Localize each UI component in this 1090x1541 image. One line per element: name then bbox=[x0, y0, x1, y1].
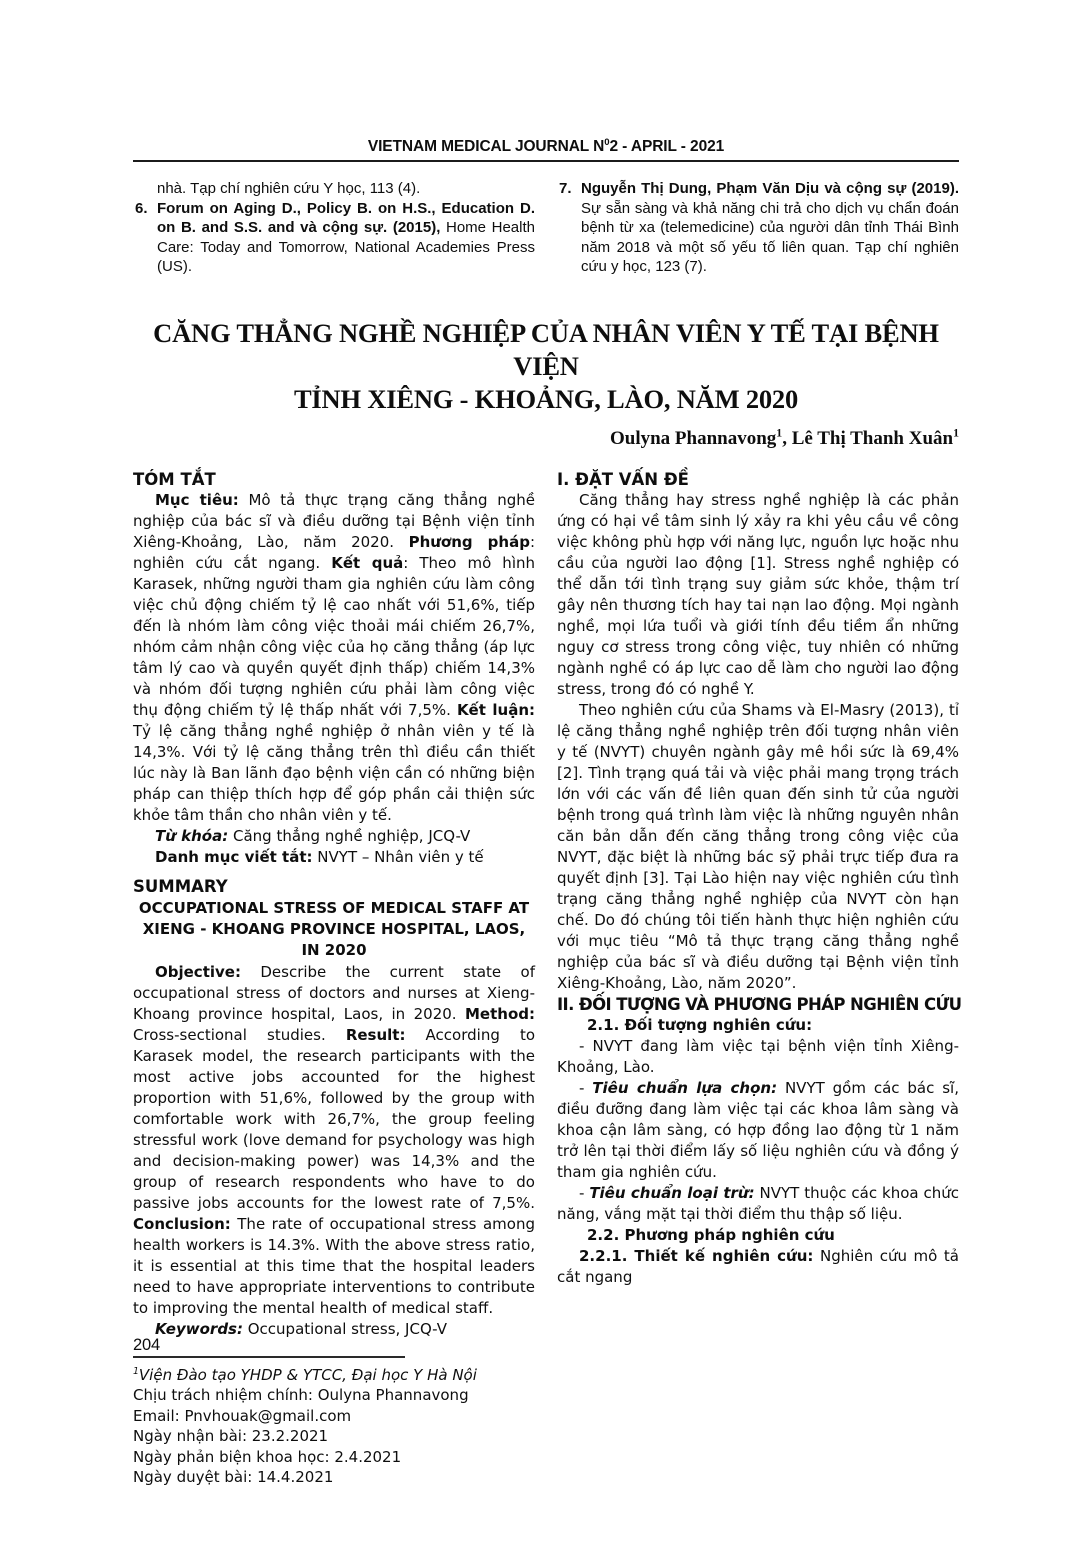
reference-text: nhà. Tạp chí nghiên cứu Y học, 113 (4). bbox=[157, 180, 421, 197]
footnote-rule bbox=[133, 1356, 405, 1358]
article-title-line2: TỈNH XIÊNG - KHOẢNG, LÀO, NĂM 2020 bbox=[293, 383, 799, 414]
page-number: 204 bbox=[133, 1336, 160, 1354]
reference-item-7 bbox=[557, 179, 959, 277]
article-title bbox=[133, 317, 959, 416]
summary-subtitle: OCCUPATIONAL STRESS OF MEDICAL STAFF AT XIENG - KHOANG PROVINCE HOSPITAL, LAOS, IN 2020 bbox=[138, 898, 530, 959]
reference-text: Forum on Aging D., Policy B. on H.S., Education D. on B. and S.S. and và cộng sự. (2015), Home Health Care: Today and Tomorrow, National Academies Press (US). bbox=[157, 199, 535, 275]
column-left bbox=[133, 469, 535, 1488]
methods-paragraph-3: - Tiêu chuẩn loại trừ: NVYT thuộc các khoa chức năng, vắng mặt tại thời điểm thu thập số liệu. bbox=[557, 1183, 959, 1223]
methods-subheading-22: 2.2. Phương pháp nghiên cứu bbox=[587, 1225, 835, 1244]
footnote-affiliation: $^1$Viện Đào tạo YHDP & YTCC, Đại học Y Hà Nội bbox=[133, 1365, 477, 1384]
footnote-block bbox=[133, 1356, 535, 1488]
intro-paragraph-1: Căng thẳng hay stress nghề nghiệp là các phản ứng có hại về tâm sinh lý xảy ra khi yêu cầu về công việc không phù hợp với năng lực, nguồn lực hoặc nhu cầu của người lao động [1]. Stress nghề nghiệp có thể dẫn tới tình trạng suy giảm sức khỏe, thậm trí gây nên thương tích hay tai nạn lao động. Mọi ngành nghề, mọi lứa tuổi và giới tính đều tiềm ẩn những nguy cơ stress trong công việc, tuy nhiên có những ngành nghề có áp lực cao dễ làm cho người lao động stress, trong đó có nghề Y. bbox=[557, 490, 959, 698]
references-section bbox=[133, 179, 959, 277]
summary-paragraph: Objective: Describe the current state of occupational stress of doctors and nurses at Xieng-Khoang province hospital, Laos, in 2020. Method: Cross-sectional studies. Result: According to Karasek model, the research participants with the most active jobs accounted for the highest proportion with 51,6%, followed by the group with comfortable work with 26,7%, the group feeling stressful work (love demand for psychology was high and decision-making power) was 14,3% and the group of research respondents who have to do passive jobs accounts for the lowest rate of 7,5%. Conclusion: The rate of occupational stress among health workers is 14.3%. With the above stress ratio, it is essential at this time that the hospital leaders need to have appropriate interventions to contribute to improving the mental health of medical staff. bbox=[133, 962, 536, 1317]
methods-paragraph-1: - NVYT đang làm việc tại bệnh viện tỉnh Xiêng-Khoảng, Lào. bbox=[557, 1036, 959, 1076]
reference-number: 6. bbox=[135, 199, 148, 217]
summary-heading: SUMMARY bbox=[133, 876, 228, 896]
article-authors: Oulyna Phannavong$^1$, Lê Thị Thanh Xuân$^1$ bbox=[609, 426, 959, 449]
footnote-review-date: Ngày phản biện khoa học: 2.4.2021 bbox=[133, 1447, 402, 1466]
reference-continuation bbox=[133, 179, 535, 199]
methods-paragraph-2: - Tiêu chuẩn lựa chọn: NVYT gồm các bác sĩ, điều đưỡng đang làm việc tại các khoa lâm sàng và khoa cận lâm sàng, có hợp đồng lao động từ 1 năm trở lên tại thời điểm lấy số liệu nghiên cứu và đồng ý tham gia nghiên cứu. bbox=[557, 1078, 959, 1181]
journal-running-head: VIETNAM MEDICAL JOURNAL $N^02$ - APRIL - 2021 bbox=[367, 136, 725, 155]
intro-paragraph-2: Theo nghiên cứu của Shams và El-Masry (2013), tỉ lệ căng thẳng nghề nghiệp trên đối tượng nhân viên y tế (NVYT) chuyên ngành gây mê hồi sức là 69,4% [2]. Tình trạng quá tải và việc phải mang trọng trách lớn với các vấn đề liên quan đến sinh tử của người bệnh trong quá trình làm việc là những nguyên nhân căn bản dẫn đến căng thẳng trong công việc của NVYT, đặc biệt là những bác sỹ phải trực tiếp đưa ra quyết định [3]. Tại Lào hiện nay việc nghiên cứu tình trạng căng thẳng nghề nghiệp của NVYT còn hạn chế. Do đó chúng tôi tiến hành thực hiện nghiên cứu với mục tiêu “Mô tả thực trạng căng thẳng nghề nghiệp của bác sĩ và điều dưỡng tại Bệnh viện tỉnh Xiêng-Khoảng, Lào, năm 2020”. bbox=[557, 700, 959, 992]
methods-subheading-21: 2.1. Đối tượng nghiên cứu: bbox=[587, 1015, 813, 1034]
footnote-accepted-date: Ngày duyệt bài: 14.4.2021 bbox=[133, 1468, 334, 1486]
reference-item-6 bbox=[133, 199, 535, 277]
footnote-responsible: Chịu trách nhiệm chính: Oulyna Phannavong bbox=[133, 1386, 469, 1404]
article-title-line1: CĂNG THẲNG NGHỀ NGHIỆP CỦA NHÂN VIÊN Y TẾ TẠI BỆNH VIỆN bbox=[153, 317, 939, 381]
footnote-received-date: Ngày nhận bài: 23.2.2021 bbox=[133, 1427, 329, 1445]
summary-keywords: Keywords: Occupational stress, JCQ-V bbox=[155, 1319, 447, 1338]
abstract-abbreviations: Danh mục viết tắt: NVYT – Nhân viên y tế bbox=[155, 847, 484, 866]
abstract-keywords: Từ khóa: Căng thẳng nghề nghiệp, JCQ-V bbox=[155, 826, 471, 845]
references-col-left bbox=[133, 179, 535, 277]
reference-text: Nguyễn Thị Dung, Phạm Văn Dịu và cộng sự (2019). Sự sẵn sàng và khả năng chi trả cho dịch vụ chẩn đoán bệnh từ xa (telemedicine) của người dân tỉnh Thái Bình năm 2018 và một số yếu tố liên quan. Tạp chí nghiên cứu y học, 123 (7). bbox=[581, 180, 959, 275]
references-col-right bbox=[557, 179, 959, 277]
column-right bbox=[557, 469, 962, 1488]
methods-paragraph-4: 2.2.1. Thiết kế nghiên cứu: Nghiên cứu mô tả cắt ngang bbox=[557, 1246, 959, 1286]
abstract-heading: TÓM TẮT bbox=[133, 469, 216, 489]
header-rule bbox=[133, 160, 959, 162]
footnote-email: Email: Pnvhouak@gmail.com bbox=[133, 1406, 352, 1425]
abstract-paragraph: Mục tiêu: Mô tả thực trạng căng thẳng nghề nghiệp của bác sĩ và điều dưỡng tại Bệnh viện tỉnh Xiêng-Khoảng, Lào, năm 2020. Phương pháp: nghiên cứu cắt ngang. Kết quả: Theo mô hình Karasek, những người tham gia nghiên cứu làm công việc chủ động chiếm tỷ lệ cao nhất với 51,6%, tiếp đến là nhóm làm công việc thoải mái chiếm 26,7%, nhóm cảm nhận công việc của họ căng thẳng (áp lực tâm lý cao và quyền quyết định thấp) chiếm 14,3% và nhóm đối tượng nghiên cứu phải làm công việc thụ động chiếm tỷ lệ thấp nhất với 7,5%. Kết luận: Tỷ lệ căng thẳng nghề nghiệp ở nhân viên y tế là 14,3%. Với tỷ lệ căng thẳng trên thì điều cần thiết lúc này là Ban lãnh đạo bệnh viện cần có những biện pháp can thiệp thích hợp để góp phần cải thiện sức khỏe tâm thần cho nhân viên y tế. bbox=[133, 490, 535, 824]
intro-heading: I. ĐẶT VẤN ĐỀ bbox=[557, 469, 689, 489]
reference-number: 7. bbox=[559, 180, 572, 197]
page-content bbox=[133, 136, 962, 1488]
methods-heading: II. ĐỐI TƯỢNG VÀ PHƯƠNG PHÁP NGHIÊN CỨU bbox=[557, 994, 962, 1014]
article-body bbox=[133, 469, 962, 1488]
